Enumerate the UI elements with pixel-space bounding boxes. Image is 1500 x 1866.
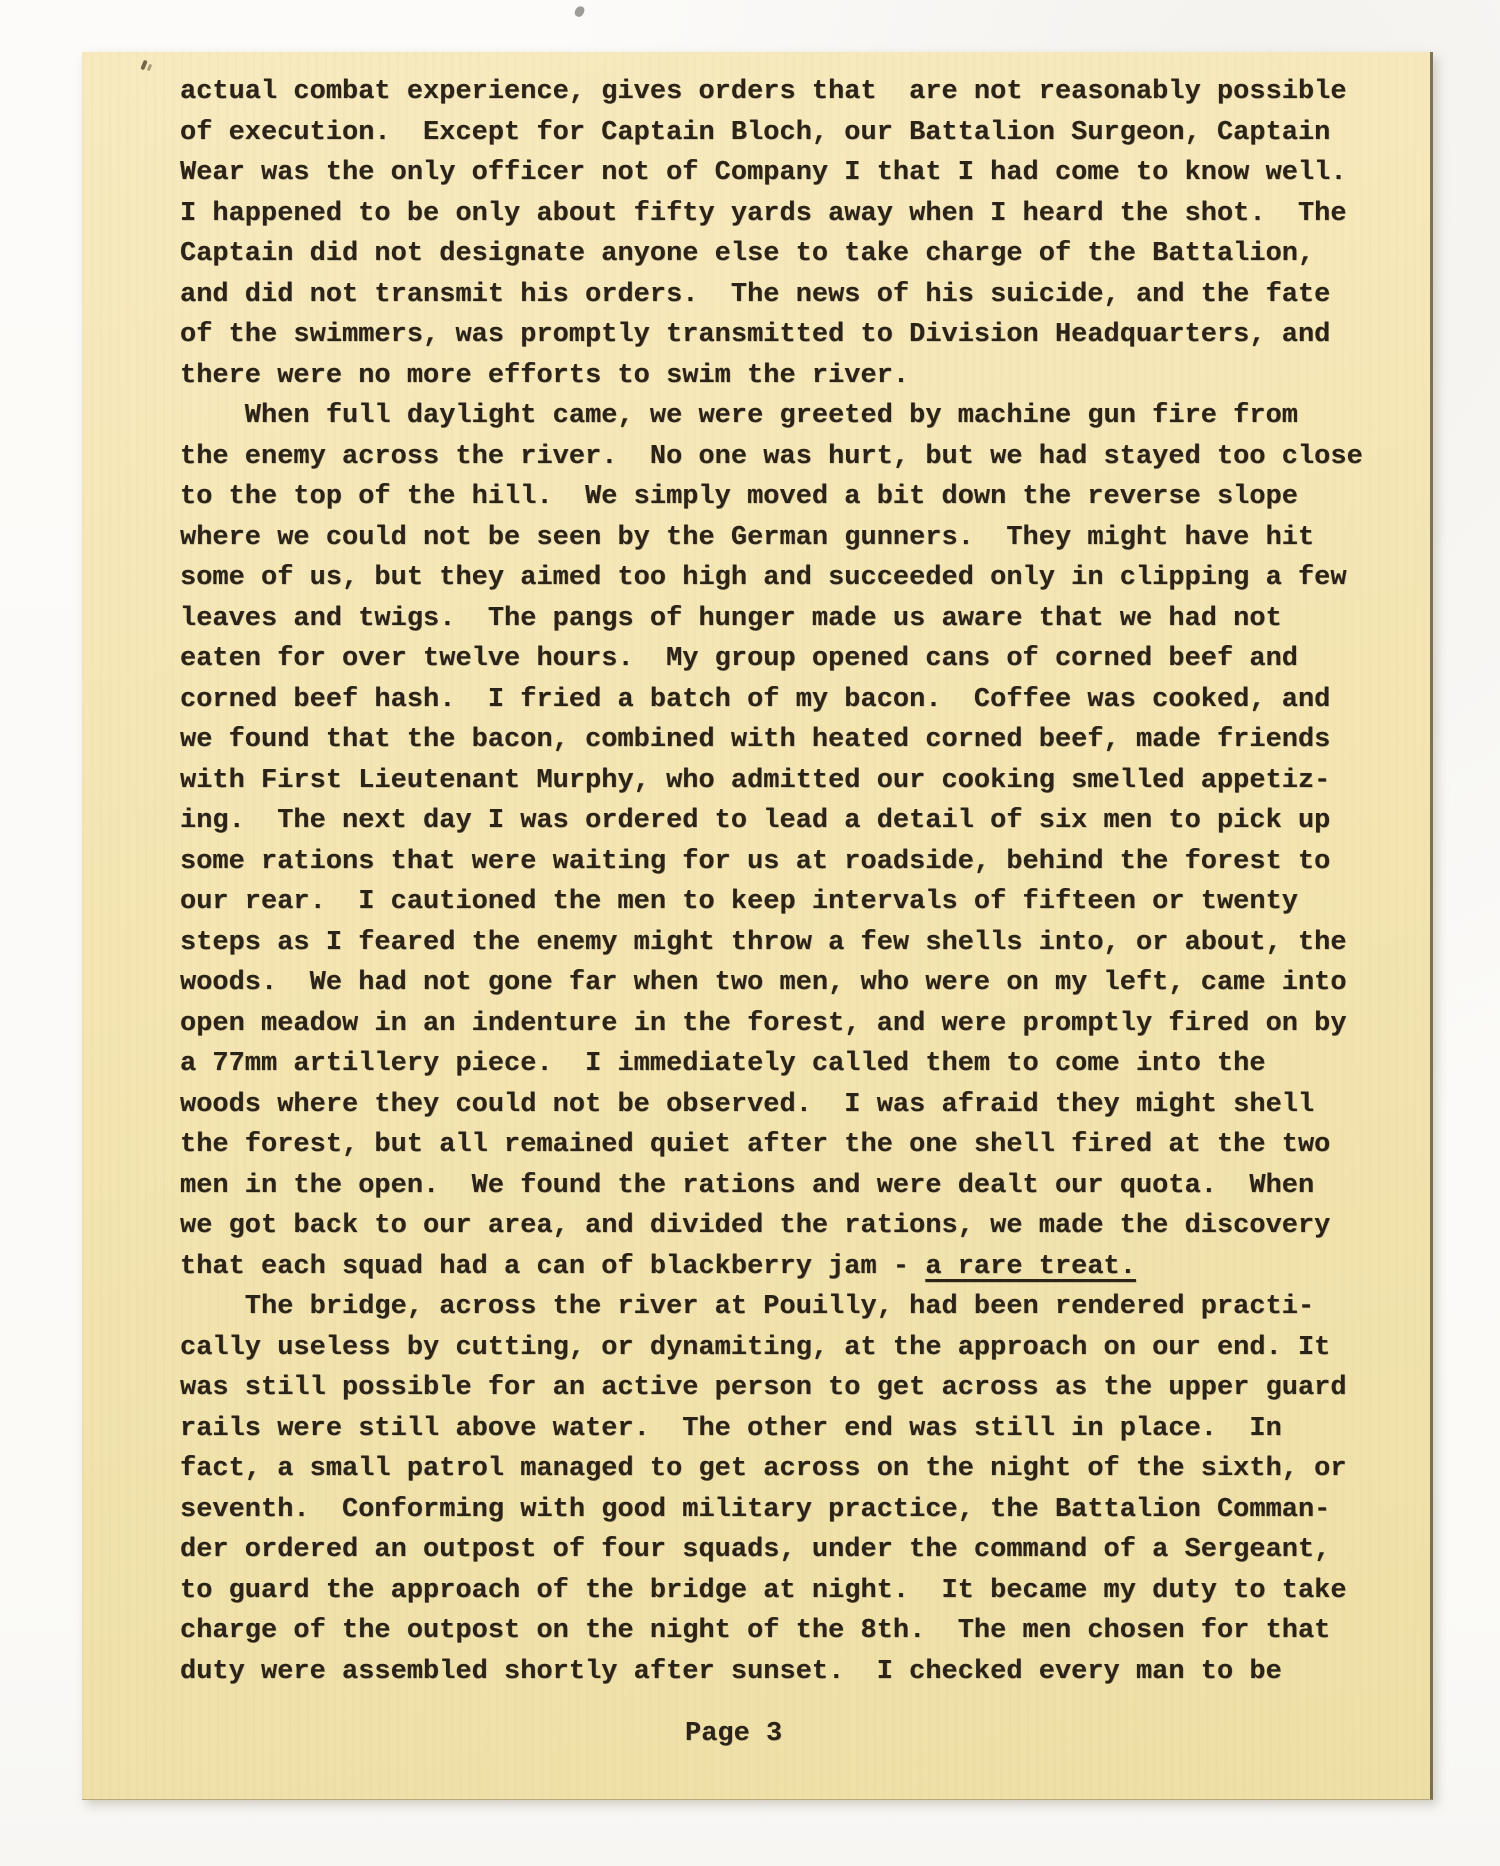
- text-line: to the top of the hill. We simply moved a bit down the reverse slope: [180, 482, 1298, 512]
- text-line: and did not transmit his orders. The news of his suicide, and the fate: [180, 279, 1331, 310]
- text-line: the forest, but all remained quiet after the one shell fired at the two: [180, 1130, 1331, 1160]
- text-line: was still possible for an active person to get across as the upper guard: [180, 1373, 1347, 1403]
- text-line: charge of the outpost on the night of the 8th. The men chosen for that: [180, 1616, 1331, 1646]
- text-line: actual combat experience, gives orders that are not reasonably possible: [180, 77, 1347, 107]
- text-line: to guard the approach of the bridge at night. It became my duty to take: [180, 1575, 1347, 1606]
- text-line: rails were still above water. The other end was still in place. In: [180, 1413, 1282, 1444]
- text-line: Wear was the only officer not of Company I that I had come to know well.: [180, 158, 1347, 188]
- text-line: men in the open. We found the rations and were dealt our quota. When: [180, 1170, 1315, 1201]
- text-line: the enemy across the river. No one was hurt, but we had stayed too close: [180, 441, 1363, 472]
- text-line: some of us, but they aimed too high and succeeded only in clipping a few: [180, 563, 1347, 593]
- text-line: The bridge, across the river at Pouilly, had been rendered practi-: [180, 1292, 1315, 1322]
- text-line: there were no more efforts to swim the river.: [180, 360, 910, 391]
- text-line: leaves and twigs. The pangs of hunger made us aware that we had not: [180, 603, 1282, 634]
- document-page: [82, 52, 1433, 1800]
- text-line: fact, a small patrol managed to get across on the night of the sixth, or: [180, 1454, 1347, 1484]
- text-line: a 77mm artillery piece. I immediately called them to come into the: [180, 1049, 1266, 1079]
- text-line: our rear. I cautioned the men to keep intervals of fifteen or twenty: [180, 887, 1298, 917]
- text-line: der ordered an outpost of four squads, under the command of a Sergeant,: [180, 1535, 1331, 1565]
- text-line: of execution. Except for Captain Bloch, our Battalion Surgeon, Captain: [180, 117, 1331, 148]
- text-line: corned beef hash. I fried a batch of my bacon. Coffee was cooked, and: [180, 684, 1331, 715]
- text-line: we got back to our area, and divided the rations, we made the discovery: [180, 1211, 1331, 1241]
- text-line: duty were assembled shortly after sunset. I checked every man to be: [180, 1656, 1282, 1687]
- text-line: woods where they could not be observed. I was afraid they might shell: [180, 1089, 1315, 1120]
- text-line: some rations that were waiting for us at roadside, behind the forest to: [180, 846, 1331, 877]
- text-line: with First Lieutenant Murphy, who admitted our cooking smelled appetiz-: [180, 765, 1331, 796]
- text-line: ing. The next day I was ordered to lead a detail of six men to pick up: [180, 806, 1331, 836]
- text-line: steps as I feared the enemy might throw a few shells into, or about, the: [180, 927, 1347, 958]
- text-line: eaten for over twelve hours. My group opened cans of corned beef and: [180, 644, 1298, 674]
- text-line: we found that the bacon, combined with heated corned beef, made friends: [180, 725, 1331, 755]
- text-line: Captain did not designate anyone else to take charge of the Battalion,: [180, 239, 1315, 269]
- text-line: cally useless by cutting, or dynamiting, at the approach on our end. It: [180, 1332, 1331, 1363]
- scanner-dust-speck: [574, 5, 586, 18]
- text-line: seventh. Conforming with good military practice, the Battalion Comman-: [180, 1494, 1331, 1525]
- text-line: open meadow in an indenture in the forest, and were promptly fired on by: [180, 1008, 1347, 1039]
- text-line: where we could not be seen by the German gunners. They might have hit: [180, 522, 1315, 553]
- text-line: When full daylight came, we were greeted by machine gun fire from: [180, 401, 1298, 431]
- page-number: Page 3: [685, 1719, 783, 1749]
- text-segment: that each squad had a can of blackberry jam -: [180, 1251, 926, 1282]
- text-line: I happened to be only about fifty yards away when I heard the shot. The: [180, 198, 1347, 229]
- underlined-phrase: a rare treat.: [925, 1251, 1136, 1282]
- text-line: of the swimmers, was promptly transmitted to Division Headquarters, and: [180, 320, 1331, 350]
- typewritten-text: [180, 72, 1420, 1692]
- text-line: [180, 1247, 1420, 1288]
- ink-speck: [147, 64, 152, 72]
- text-line: woods. We had not gone far when two men, who were on my left, came into: [180, 968, 1347, 998]
